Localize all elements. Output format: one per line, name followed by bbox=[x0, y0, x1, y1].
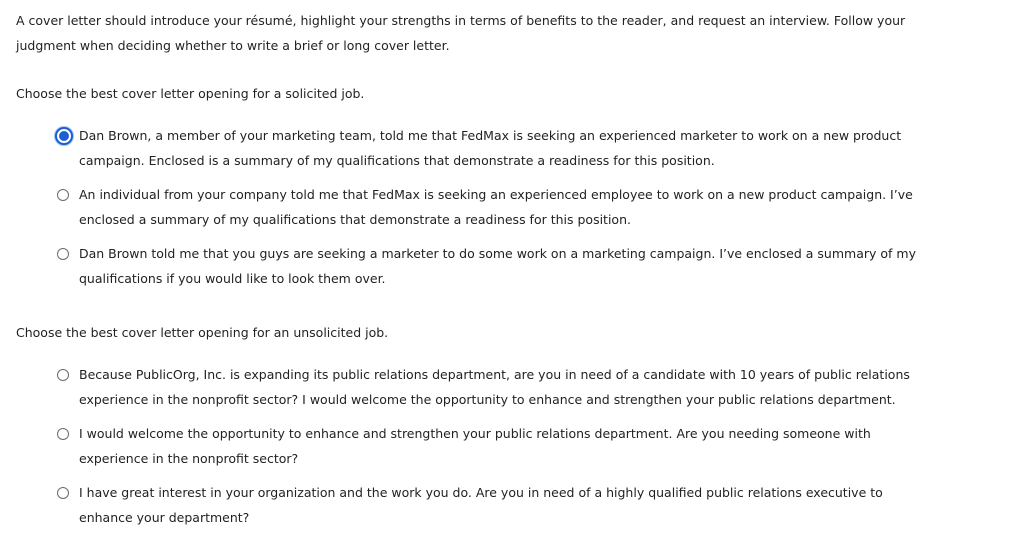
option-label[interactable]: I have great interest in your organization and the work you do. Are you in need of a highly qualified public relations executive to enhance your department? bbox=[79, 485, 883, 525]
option-label[interactable]: Dan Brown told me that you guys are seeking a marketer to do some work on a marketing campaign. I’ve enclosed a summary of my qualifications if you would like to look them over. bbox=[79, 246, 916, 286]
radio-icon[interactable] bbox=[57, 369, 69, 381]
radio-icon[interactable] bbox=[57, 428, 69, 440]
question-2-prompt: Choose the best cover letter opening for an unsolicited job. bbox=[16, 325, 389, 340]
option-label[interactable]: I would welcome the opportunity to enhance and strengthen your public relations department. Are you needing someone with experience in the nonprofit sector? bbox=[79, 426, 871, 466]
question-1-prompt: Choose the best cover letter opening for a solicited job. bbox=[16, 86, 365, 101]
radio-icon[interactable] bbox=[57, 189, 69, 201]
option-label[interactable]: Because PublicOrg, Inc. is expanding its public relations department, are you in need of a candidate with 10 years of public relations experience in the nonprofit sector? I would welcome the opportunity to enhance and strengthen your public relations department. bbox=[79, 367, 910, 407]
option-label[interactable]: An individual from your company told me that FedMax is seeking an experienced employee to work on a new product campaign. I’ve enclosed a summary of my qualifications that demonstrate a readiness for this position. bbox=[79, 187, 913, 227]
option-label[interactable]: Dan Brown, a member of your marketing team, told me that FedMax is seeking an experienced marketer to work on a new product campaign. Enclosed is a summary of my qualifications that demonstrate a readiness for this position. bbox=[79, 128, 902, 168]
intro-text: A cover letter should introduce your résumé, highlight your strengths in terms of benefits to the reader, and request an interview. Follow your judgment when deciding whether to write a brief or long cover letter. bbox=[16, 13, 906, 53]
radio-selected-icon[interactable] bbox=[55, 127, 73, 145]
radio-icon[interactable] bbox=[57, 487, 69, 499]
radio-icon[interactable] bbox=[57, 248, 69, 260]
